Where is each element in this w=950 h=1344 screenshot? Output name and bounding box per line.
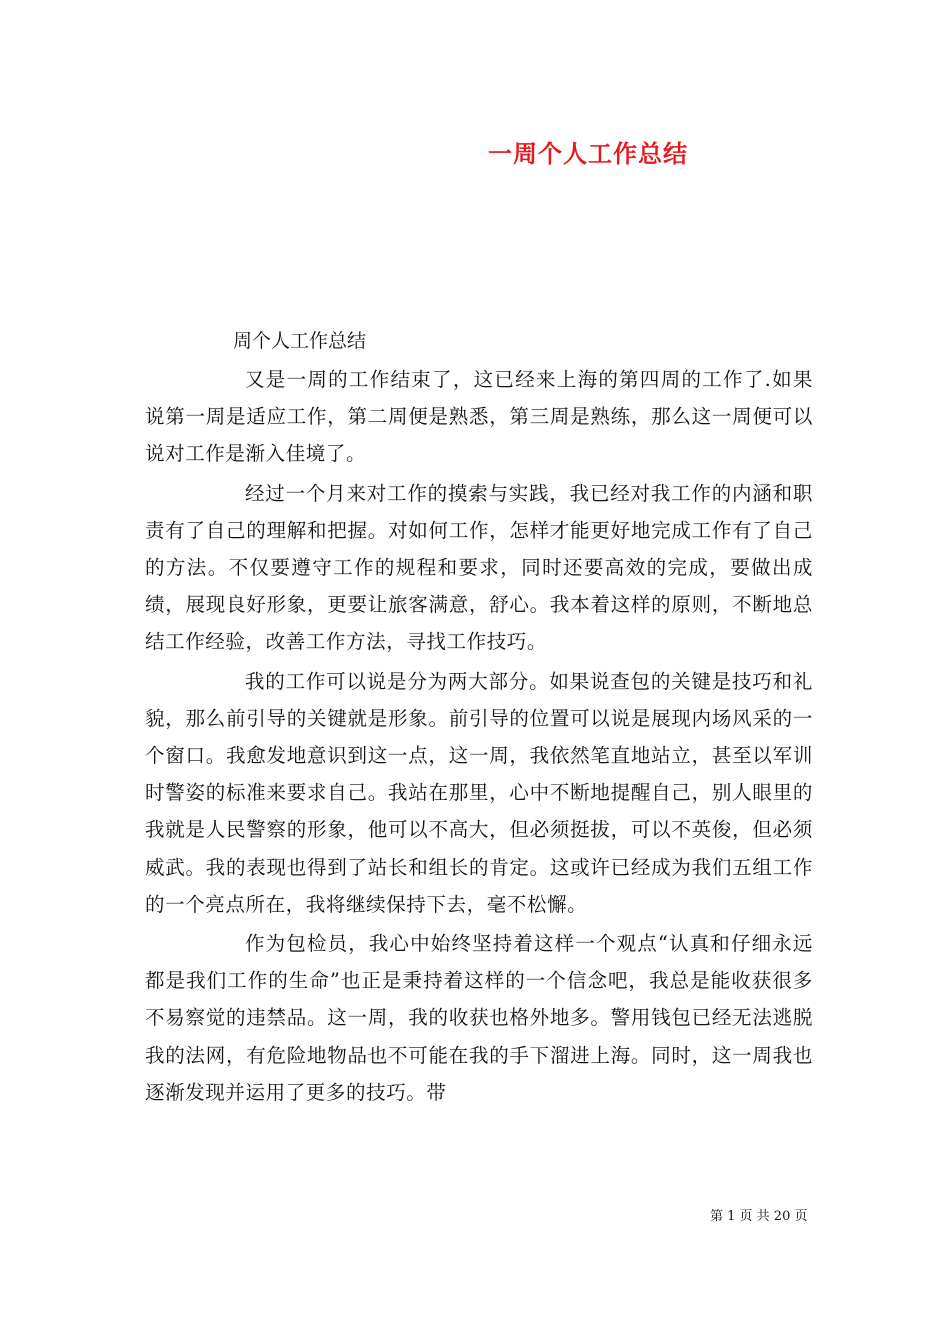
page-number-footer: 第 1 页 共 20 页	[710, 1209, 808, 1224]
paragraph-1: 又是一周的工作结束了，这已经来上海的第四周的工作了.如果说第一周是适应工作，第二周便是熟悉，第三周是熟练，那么这一周便可以说对工作是渐入佳境了。	[145, 368, 813, 466]
paragraph-4: 作为包检员，我心中始终坚持着这样一个观点“认真和仔细永远都是我们工作的生命”也正是秉持着这样的一个信念吧，我总是能收获很多不易察觉的违禁品。这一周，我的收获也格外地多。警用钱包已经无法逃脱我的法网，有危险地物品也不可能在我的手下溜进上海。同时，这一周我也逐渐发现并运用了更多的技巧。带	[145, 932, 813, 1104]
paragraph-2: 经过一个月来对工作的摸索与实践，我已经对我工作的内涵和职责有了自己的理解和把握。对如何工作，怎样才能更好地完成工作有了自己的方法。不仅要遵守工作的规程和要求，同时还要高效的完成，要做出成绩，展现良好形象，更要让旅客满意，舒心。我本着这样的原则，不断地总结工作经验，改善工作方法，寻找工作技巧。	[145, 481, 813, 654]
document-body	[145, 361, 813, 1113]
document-title: 一周个人工作总结	[488, 139, 688, 168]
paragraph-3: 我的工作可以说是分为两大部分。如果说查包的关键是技巧和礼貌，那么前引导的关键就是形象。前引导的位置可以说是展现内场风采的一个窗口。我愈发地意识到这一点，这一周，我依然笔直地站立，甚至以军训时警姿的标准来要求自己。我站在那里，心中不断地提醒自己，别人眼里的我就是人民警察的形象，他可以不高大，但必须挺拔，可以不英俊，但必须威武。我的表现也得到了站长和组长的肯定。这或许已经成为我们五组工作的一个亮点所在，我将继续保持下去，毫不松懈。	[145, 669, 813, 916]
document-subtitle: 周个人工作总结	[233, 330, 367, 352]
